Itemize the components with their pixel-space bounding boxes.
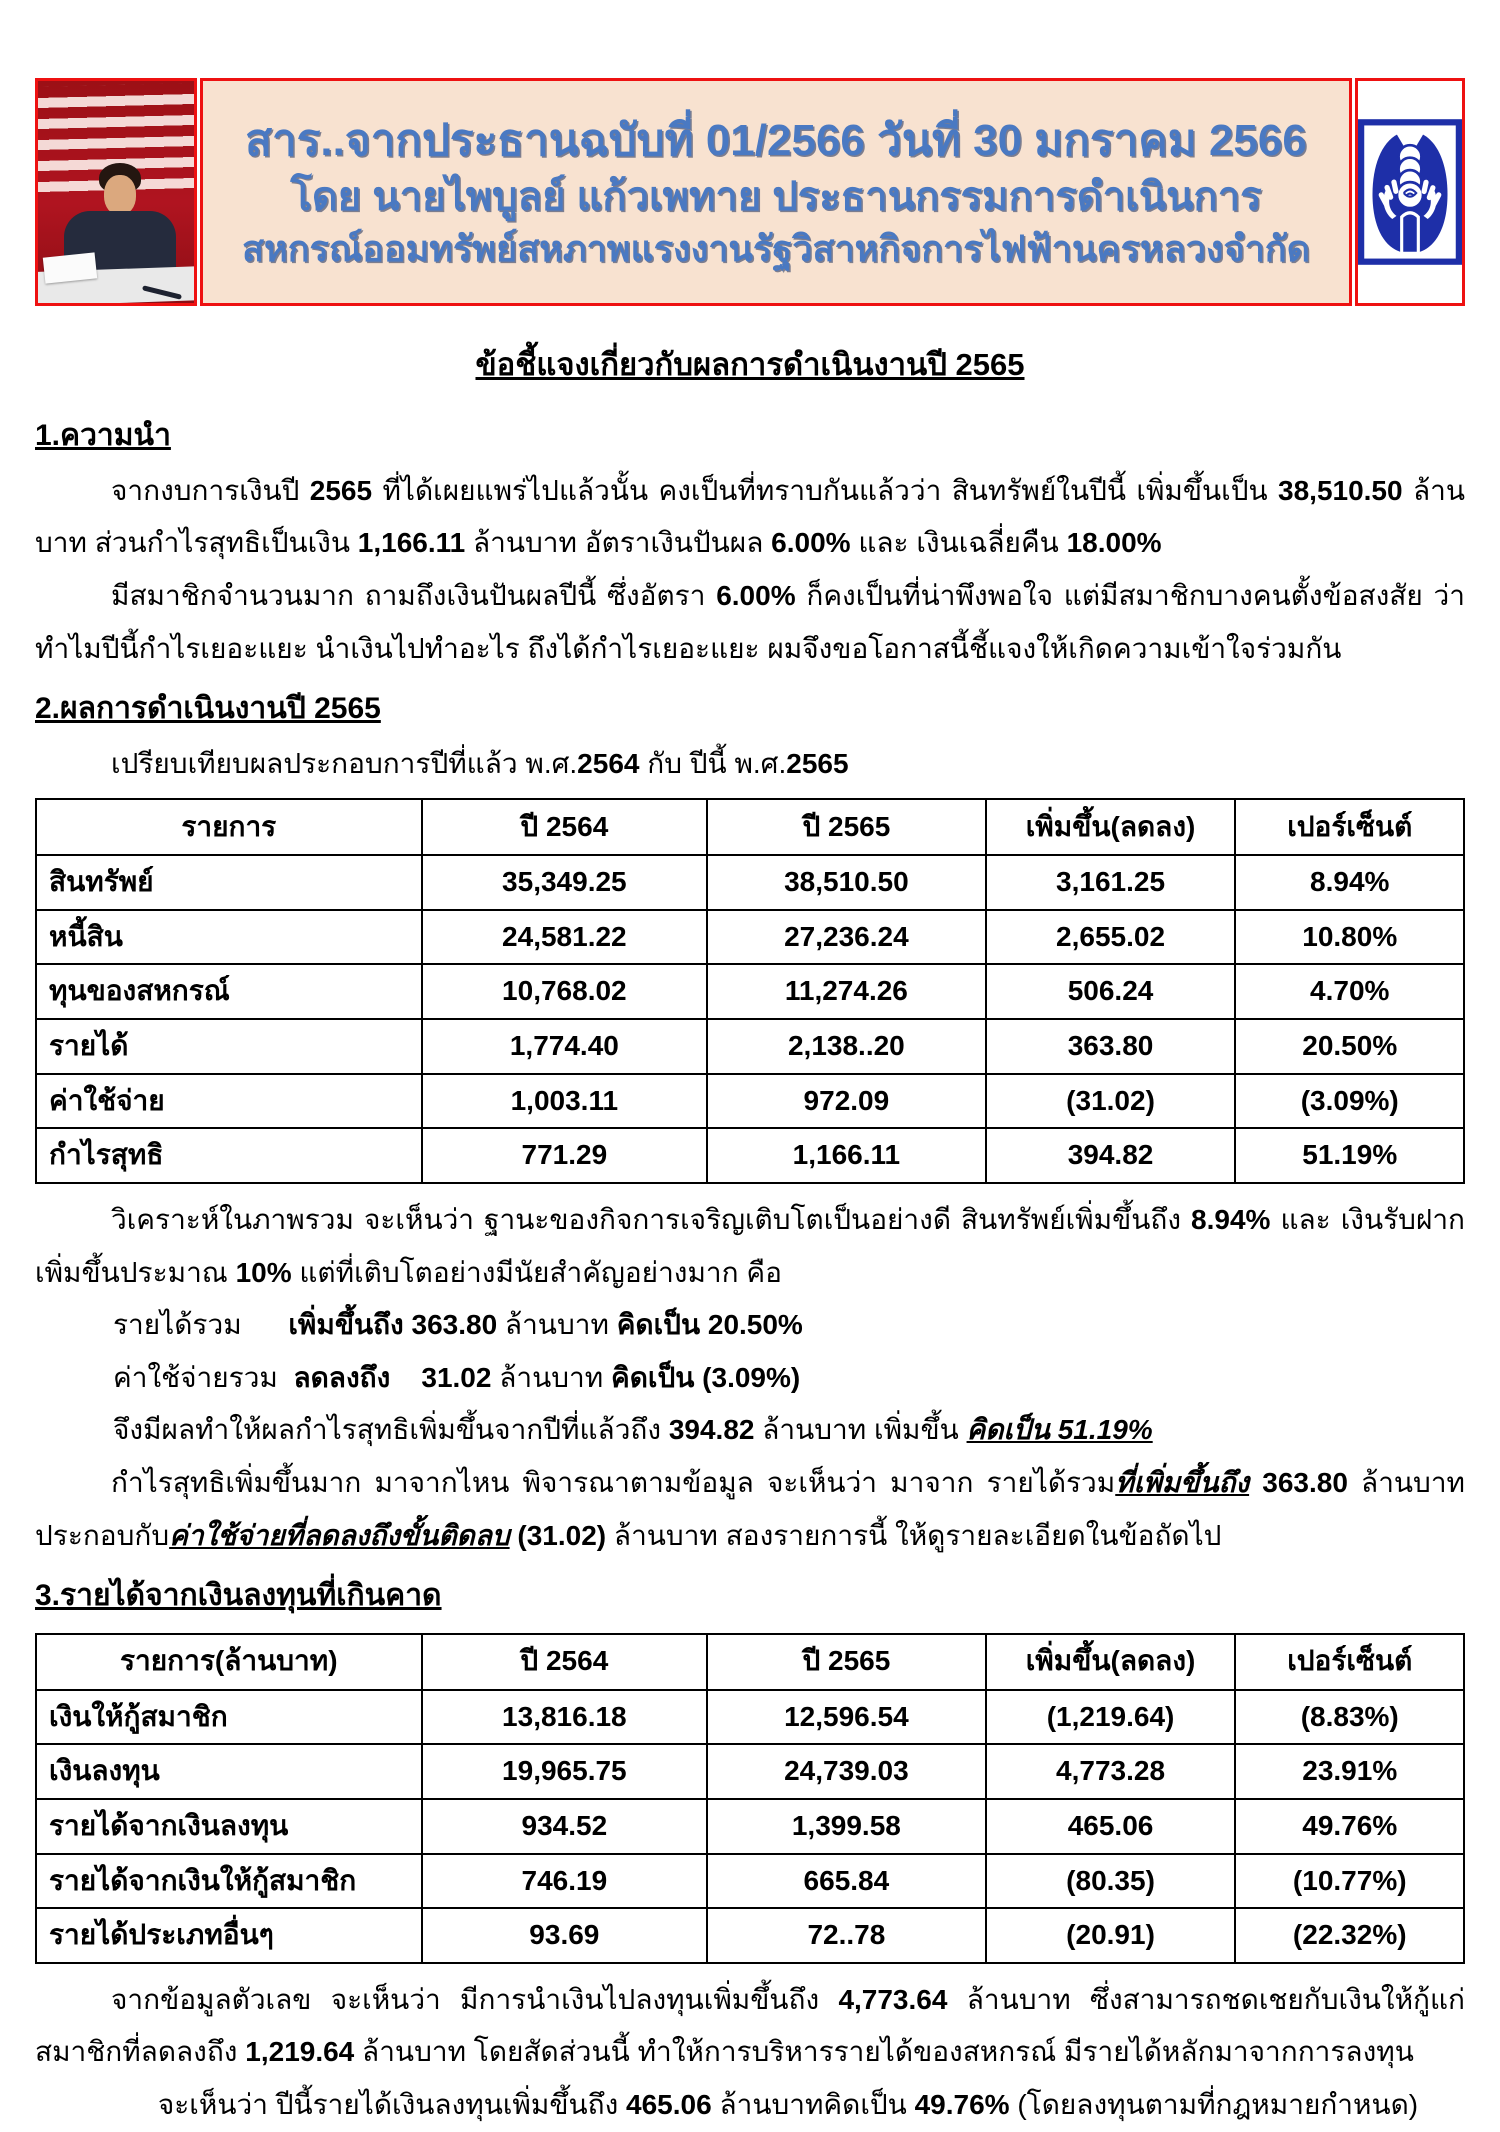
text-run: ล้านบาท สองรายการนี้ ให้ดูรายละเอียดในข้อถัดไป: [606, 1519, 1222, 1551]
table-cell: (31.02): [986, 1074, 1236, 1129]
text-run: เปรียบเทียบผลประกอบการปีที่แล้ว พ.ศ.: [111, 747, 578, 779]
table-cell: 2,655.02: [986, 910, 1236, 965]
table-cell: ทุนของสหกรณ์: [36, 964, 422, 1019]
line-net-profit: [35, 1404, 1465, 1457]
table-cell: 24,739.03: [707, 1744, 985, 1799]
line-total-income: [35, 1299, 1465, 1352]
table-cell: 12,596.54: [707, 1690, 985, 1745]
table-row: [36, 1074, 1464, 1129]
table-cell: 13,816.18: [422, 1690, 708, 1745]
text-run: กับ ปีนี้ พ.ศ.: [639, 747, 787, 779]
performance-comparison-table: [35, 798, 1465, 1184]
document-body: [35, 306, 1465, 2132]
table-cell: 23.91%: [1235, 1744, 1464, 1799]
header-org-name: สหกรณ์ออมทรัพย์สหภาพแรงงานรัฐวิสาหกิจการไฟฟ้านครหลวงจำกัด: [242, 228, 1310, 269]
table-cell: 3,161.25: [986, 855, 1236, 910]
text-run: ล้านบาท ซึ่งสามารถชดเชยกับเงินให้กู้แก่สมาชิกที่ลดลงถึง: [35, 1983, 1465, 2068]
text-run: ก็คงเป็นที่น่าพึงพอใจ แต่มีสมาชิกบางคนตั้งข้อสงสัย ว่า ทำไมปีนี้กำไรเยอะแยะ นำเงินไปทำอะไร ถึงได้กำไรเยอะแยะ ผมจึงขอโอกาสนี้ชี้แจงให้เกิดความเข้าใจร่วมกัน: [35, 579, 1465, 664]
table-cell: 1,774.40: [422, 1019, 708, 1074]
table-cell: 771.29: [422, 1128, 708, 1183]
text-run: 394.82: [668, 1414, 755, 1446]
text-run: ลดลงถึง: [293, 1361, 391, 1393]
text-run: แต่ที่เติบโตอย่างมีนัยสำคัญอย่างมาก คือ: [291, 1256, 782, 1288]
text-run: ล้านบาท โดยสัดส่วนนี้ ทำให้การบริหารรายได้ของสหกรณ์ มีรายได้หลักมาจากการลงทุน: [354, 2036, 1414, 2068]
table-cell: รายได้จากเงินให้กู้สมาชิก: [36, 1854, 422, 1909]
table-cell: 972.09: [707, 1074, 985, 1129]
text-run: [1249, 1467, 1262, 1498]
paragraph-analysis: [35, 1194, 1465, 1299]
text-run: จึงมีผลทำให้ผลกำไรสุทธิเพิ่มขึ้นจากปีที่แล้วถึง: [113, 1414, 669, 1446]
text-run: 465.06: [626, 2089, 712, 2121]
column-header: รายการ: [36, 799, 422, 855]
text-run: จะเห็นว่า ปีนี้รายได้เงินลงทุนเพิ่มขึ้นถึง: [157, 2089, 627, 2121]
text-run: ค่าใช้จ่ายรวม: [113, 1361, 294, 1393]
table-row: [36, 1744, 1464, 1799]
paragraph-profit-source: [35, 1457, 1465, 1562]
table-cell: 24,581.22: [422, 910, 708, 965]
text-run: คิดเป็น (3.09%): [611, 1361, 801, 1393]
text-run: จากข้อมูลตัวเลข จะเห็นว่า มีการนำเงินไปลงทุนเพิ่มขึ้นถึง: [111, 1983, 839, 2015]
column-header: รายการ(ล้านบาท): [36, 1634, 422, 1690]
table-cell: 10,768.02: [422, 964, 708, 1019]
table-cell: 2,138..20: [707, 1019, 985, 1074]
column-header: ปี 2565: [707, 1634, 985, 1690]
table-cell: 506.24: [986, 964, 1236, 1019]
table-cell: กำไรสุทธิ: [36, 1128, 422, 1183]
table-cell: 93.69: [422, 1908, 708, 1963]
text-run: คิดเป็น 51.19%: [966, 1414, 1153, 1446]
column-header: เปอร์เซ็นต์: [1235, 799, 1464, 855]
table-cell: สินทรัพย์: [36, 855, 422, 910]
text-run: 2565: [309, 474, 373, 506]
table-cell: 465.06: [986, 1799, 1236, 1854]
table-cell: 20.50%: [1235, 1019, 1464, 1074]
text-run: 2564: [577, 747, 640, 779]
column-header: ปี 2565: [707, 799, 985, 855]
table-cell: 35,349.25: [422, 855, 708, 910]
document-title: ข้อชี้แจงเกี่ยวกับผลการดำเนินงานปี 2565: [475, 347, 1025, 382]
text-run: เพิ่มขึ้นถึง 363.80: [288, 1309, 498, 1341]
table-cell: 1,166.11: [707, 1128, 985, 1183]
table-cell: 746.19: [422, 1854, 708, 1909]
paragraph-investment-analysis: [35, 1974, 1465, 2079]
table-row: [36, 964, 1464, 1019]
text-run: ที่ได้เผยแพร่ไปแล้วนั้น คงเป็นที่ทราบกันแล้วว่า สินทรัพย์ในปีนี้ เพิ่มขึ้นเป็น: [372, 474, 1279, 506]
table-row: [36, 1908, 1464, 1963]
text-run: และ เงินรับฝากเพิ่มขึ้นประมาณ: [35, 1203, 1465, 1288]
table-cell: 27,236.24: [707, 910, 985, 965]
table-cell: 72..78: [707, 1908, 985, 1963]
table-cell: (20.91): [986, 1908, 1236, 1963]
table-cell: 1,399.58: [707, 1799, 985, 1854]
table-row: [36, 1854, 1464, 1909]
chairman-photo: [35, 78, 197, 306]
text-run: วิเคราะห์ในภาพรวม จะเห็นว่า ฐานะของกิจการเจริญเติบโตเป็นอย่างดี สินทรัพย์เพิ่มขึ้นถึง: [111, 1203, 1192, 1235]
table-cell: 363.80: [986, 1019, 1236, 1074]
text-run: 6.00%: [716, 579, 796, 611]
coop-logo: [1355, 78, 1465, 306]
text-run: จากงบการเงินปี: [111, 474, 310, 506]
text-run: ล้านบาทคิดเป็น: [711, 2089, 915, 2121]
hands-holding-coins-logo-icon: [1358, 81, 1462, 303]
text-run: ล้านบาท: [497, 1309, 617, 1341]
table-cell: 19,965.75: [422, 1744, 708, 1799]
text-run: (โดยลงทุนตามที่กฎหมายกำหนด): [1009, 2089, 1419, 2121]
line-total-expense: [35, 1352, 1465, 1405]
text-run: 4,773.64: [838, 1983, 948, 2015]
text-run: ล้านบาท อัตราเงินปันผล: [465, 527, 772, 559]
section-2-heading: 2.ผลการดำเนินงานปี 2565: [35, 692, 381, 726]
header-byline: โดย นายไพบูลย์ แก้วเพทาย ประธานกรรมการดำเนินการ: [290, 175, 1262, 219]
table-row: [36, 1690, 1464, 1745]
table-cell: (3.09%): [1235, 1074, 1464, 1129]
table-cell: 10.80%: [1235, 910, 1464, 965]
paragraph-conclusion: [35, 2079, 1465, 2132]
column-header: ปี 2564: [422, 799, 708, 855]
table-cell: 665.84: [707, 1854, 985, 1909]
column-header: เพิ่มขึ้น(ลดลง): [986, 1634, 1236, 1690]
investment-income-table: [35, 1633, 1465, 1964]
section-1-heading: 1.ความนำ: [35, 419, 171, 453]
text-run: 38,510.50: [1278, 474, 1403, 506]
table-row: [36, 855, 1464, 910]
photo-paper: [43, 252, 97, 283]
paragraph-compare-intro: [35, 738, 1465, 791]
table-cell: (1,219.64): [986, 1690, 1236, 1745]
text-run: 1,166.11: [357, 527, 466, 559]
table-cell: 1,003.11: [422, 1074, 708, 1129]
table-cell: รายได้จากเงินลงทุน: [36, 1799, 422, 1854]
column-header: เปอร์เซ็นต์: [1235, 1634, 1464, 1690]
table-cell: (8.83%): [1235, 1690, 1464, 1745]
table-row: [36, 1799, 1464, 1854]
table-cell: 394.82: [986, 1128, 1236, 1183]
text-run: 2565: [786, 747, 849, 779]
table-row: [36, 1128, 1464, 1183]
text-run: และ เงินเฉลี่ยคืน: [850, 527, 1067, 559]
text-run: 10%: [235, 1256, 292, 1288]
text-run: มีสมาชิกจำนวนมาก ถามถึงเงินปันผลปีนี้ ซึ่งอัตรา: [111, 579, 717, 611]
table-cell: รายได้ประเภทอื่นๆ: [36, 1908, 422, 1963]
table-row: [36, 1019, 1464, 1074]
text-run: 18.00%: [1066, 527, 1162, 559]
table-cell: ค่าใช้จ่าย: [36, 1074, 422, 1129]
table-cell: 4,773.28: [986, 1744, 1236, 1799]
text-run: คิดเป็น 20.50%: [616, 1309, 803, 1341]
table-cell: (22.32%): [1235, 1908, 1464, 1963]
table-cell: เงินให้กู้สมาชิก: [36, 1690, 422, 1745]
text-run: ล้านบาท เพิ่มขึ้น: [754, 1414, 967, 1446]
text-run: 31.02: [421, 1361, 492, 1393]
column-header: ปี 2564: [422, 1634, 708, 1690]
table-cell: 38,510.50: [707, 855, 985, 910]
table-cell: 49.76%: [1235, 1799, 1464, 1854]
table-cell: 4.70%: [1235, 964, 1464, 1019]
text-run: 8.94%: [1191, 1203, 1271, 1235]
table-cell: (80.35): [986, 1854, 1236, 1909]
table-cell: รายได้: [36, 1019, 422, 1074]
text-run: ล้านบาท ประกอบกับ: [35, 1467, 1466, 1551]
text-run: ค่าใช้จ่ายที่ลดลงถึงขั้นติดลบ: [169, 1519, 510, 1551]
table-cell: เงินลงทุน: [36, 1744, 422, 1799]
text-run: ล้านบาท ส่วนกำไรสุทธิเป็นเงิน: [35, 474, 1465, 559]
column-header: เพิ่มขึ้น(ลดลง): [986, 799, 1236, 855]
table-header-row: [36, 799, 1464, 855]
table-row: [36, 910, 1464, 965]
table-cell: 51.19%: [1235, 1128, 1464, 1183]
paragraph-intro-1: [35, 465, 1465, 570]
table-cell: 11,274.26: [707, 964, 985, 1019]
table-cell: (10.77%): [1235, 1854, 1464, 1909]
text-run: [390, 1362, 421, 1393]
text-run: 1,219.64: [245, 2036, 355, 2068]
table-cell: หนี้สิน: [36, 910, 422, 965]
photo-person-face: [104, 175, 136, 215]
paragraph-intro-2: [35, 570, 1465, 675]
text-run: รายได้รวม: [113, 1309, 289, 1341]
text-run: 6.00%: [771, 527, 851, 559]
text-run: ล้านบาท: [491, 1361, 611, 1393]
section-3-heading: 3.รายได้จากเงินลงทุนที่เกินคาด: [35, 1579, 442, 1613]
table-cell: 8.94%: [1235, 855, 1464, 910]
text-run: กำไรสุทธิเพิ่มขึ้นมาก มาจากไหน พิจารณาตามข้อมูล จะเห็นว่า มาจาก รายได้รวม: [111, 1467, 1116, 1499]
header-banner: [200, 78, 1352, 306]
newsletter-header: [35, 78, 1465, 306]
text-run: ที่เพิ่มขึ้นถึง: [1115, 1467, 1250, 1499]
text-run: 49.76%: [914, 2089, 1010, 2121]
text-run: (31.02): [517, 1519, 607, 1551]
header-title: สาร..จากประธานฉบับที่ 01/2566 วันที่ 30 มกราคม 2566: [245, 116, 1307, 165]
table-header-row: [36, 1634, 1464, 1690]
text-run: 363.80: [1262, 1467, 1348, 1499]
table-cell: 934.52: [422, 1799, 708, 1854]
